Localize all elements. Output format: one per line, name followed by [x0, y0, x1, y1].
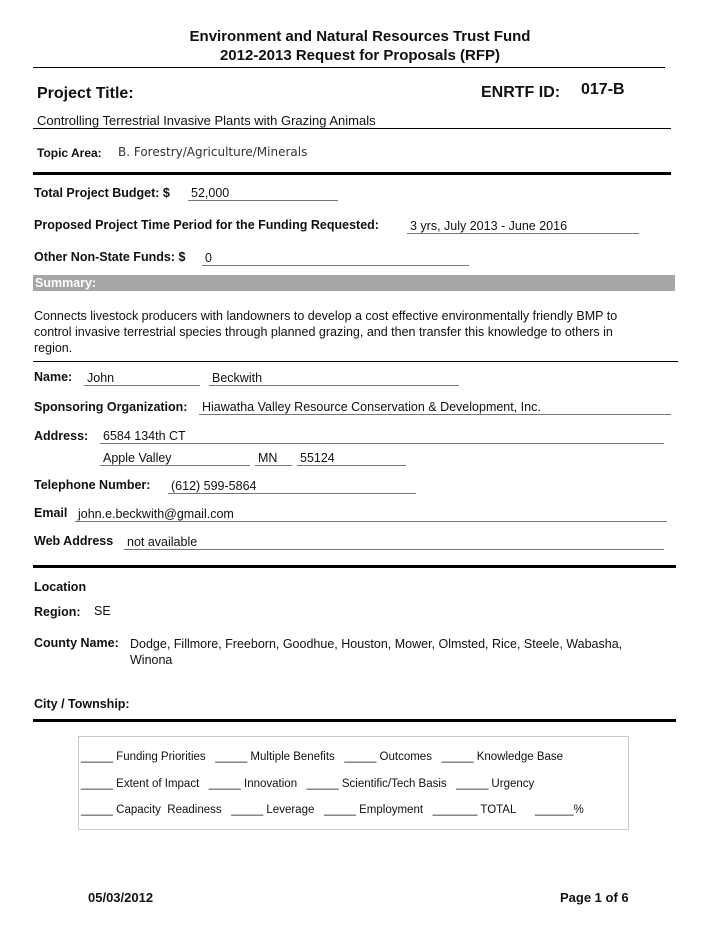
contact-rule [33, 565, 676, 568]
county-name-label: County Name: [34, 636, 119, 650]
footer-date: 05/03/2012 [88, 890, 154, 905]
time-period-label: Proposed Project Time Period for the Funding Requested: [34, 218, 379, 232]
last-name-value: Beckwith [209, 371, 459, 386]
title-rule [33, 128, 671, 129]
scoring-box [78, 736, 629, 830]
zip-value: 55124 [297, 451, 406, 466]
first-name-value: John [84, 371, 200, 386]
name-label: Name: [34, 370, 73, 384]
street-value: 6584 134th CT [100, 429, 664, 444]
region-value: SE [94, 604, 111, 618]
location-heading: Location [34, 580, 87, 594]
email-value: john.e.beckwith@gmail.com [75, 507, 667, 522]
non-state-funds-label: Other Non-State Funds: $ [34, 250, 186, 264]
non-state-funds-value: 0 [202, 251, 469, 266]
document-title-line2: 2012-2013 Request for Proposals (RFP) [219, 47, 501, 64]
enrtf-id-value: 017-B [581, 81, 625, 98]
scoring-row-3: _____ Capacity Readiness _____ Leverage _____ Employment _______ TOTAL ______% [81, 804, 584, 816]
summary-text: Connects livestock producers with landowners to develop a cost effective environmentally friendly BMP to control invasive terrestrial species through planned grazing, and then transfer this knowledge to others in region. [34, 309, 618, 355]
region-label: Region: [34, 605, 81, 619]
time-period-value: 3 yrs, July 2013 - June 2016 [407, 219, 639, 234]
scoring-row-2: _____ Extent of Impact _____ Innovation _____ Scientific/Tech Basis _____ Urgency [81, 778, 535, 790]
total-budget-value: 52,000 [188, 186, 338, 201]
project-title-label: Project Title: [37, 85, 134, 102]
scoring-row-1: _____ Funding Priorities _____ Multiple Benefits _____ Outcomes _____ Knowledge Base [81, 751, 564, 763]
total-budget-label: Total Project Budget: $ [34, 186, 170, 200]
document-title-line1: Environment and Natural Resources Trust Fund [189, 28, 531, 45]
summary-header: Summary: [33, 275, 675, 291]
address-label: Address: [34, 429, 89, 443]
city-value: Apple Valley [100, 451, 250, 466]
summary-rule [33, 361, 678, 362]
sponsoring-org-value: Hiawatha Valley Resource Conservation & Development, Inc. [199, 400, 671, 415]
footer-page-number: Page 1 of 6 [560, 890, 629, 905]
location-rule [33, 719, 676, 722]
city-township-label: City / Township: [34, 697, 130, 711]
web-address-label: Web Address [34, 534, 114, 548]
telephone-value: (612) 599-5864 [168, 479, 416, 494]
topic-rule [33, 172, 671, 175]
sponsoring-org-label: Sponsoring Organization: [34, 400, 188, 414]
topic-area-value: B. Forestry/Agriculture/Minerals [118, 145, 308, 159]
email-label: Email [34, 506, 68, 520]
project-title-value: Controlling Terrestrial Invasive Plants with Grazing Animals [37, 113, 376, 128]
topic-area-label: Topic Area: [37, 146, 102, 160]
county-name-value: Dodge, Fillmore, Freeborn, Goodhue, Houston, Mower, Olmsted, Rice, Steele, Wabasha, Winona [130, 637, 623, 667]
enrtf-id-label: ENRTF ID: [481, 84, 561, 101]
telephone-label: Telephone Number: [34, 478, 151, 492]
state-value: MN [255, 451, 292, 466]
web-address-value: not available [124, 535, 664, 550]
header-rule [33, 67, 665, 68]
